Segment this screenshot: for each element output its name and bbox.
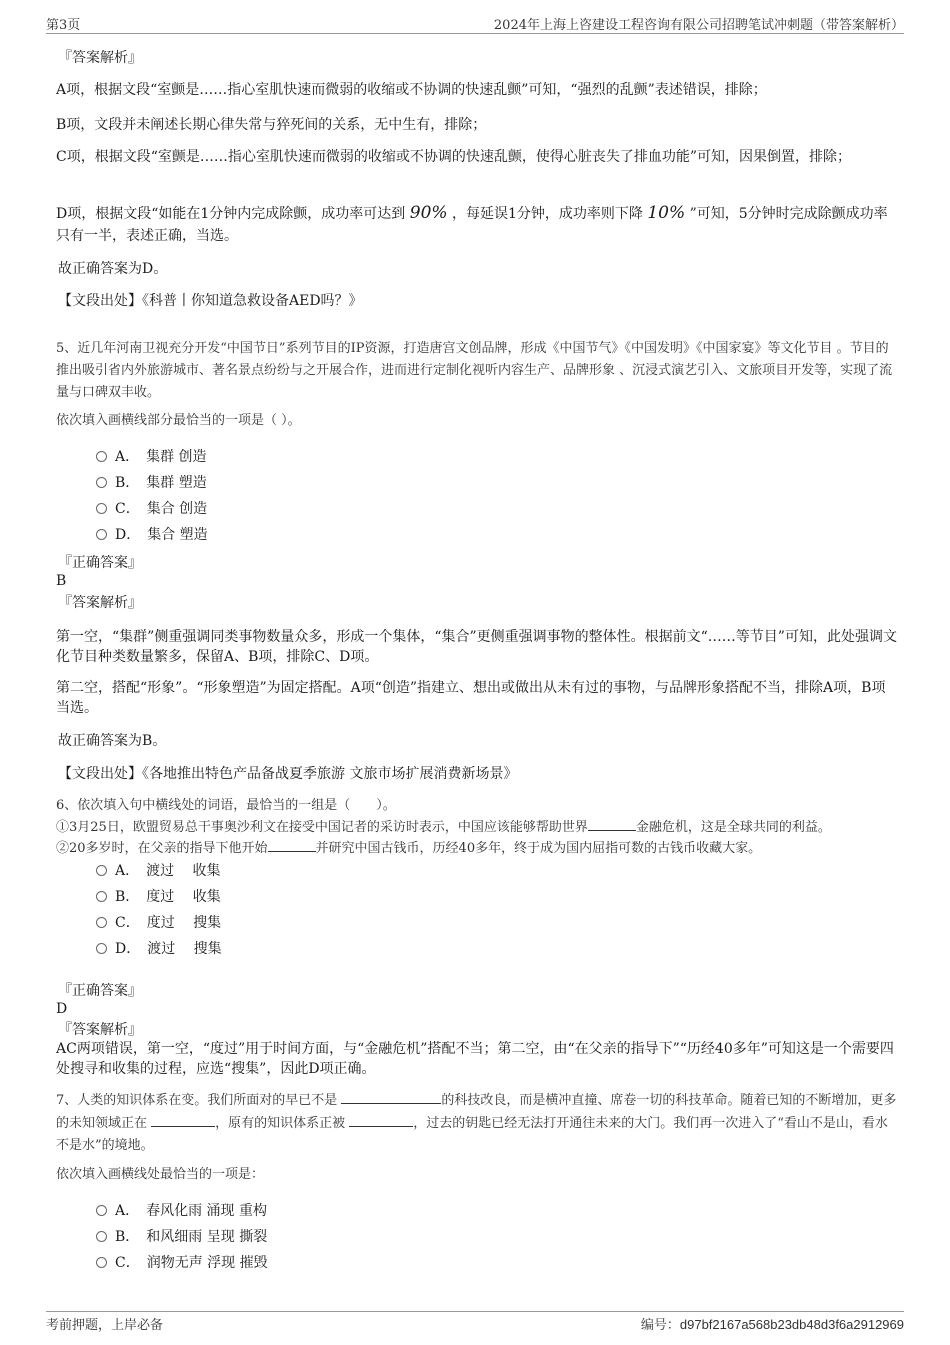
q4-analysis-c: C项，根据文段“室颤是……指心室肌快速而微弱的收缩或不协调的快速乱颤，使得心脏丧失了排血功能”可知，因果倒置，排除； <box>56 149 852 165</box>
q4-analysis-d: D项，根据文段“如能在1分钟内完成除颤，成功率可达到 90% ，每延误1分钟，成功率则下降 10% ”可知，5分钟时完成除颤成功率只有一半，表述正确，当选。 <box>56 203 888 244</box>
q7-option-a[interactable]: A． 春风化雨 涌现 重构 <box>96 1200 267 1222</box>
q4-analysis-a: A项，根据文段“室颤是……指心室肌快速而微弱的收缩或不协调的快速乱颤”可知，“强烈的乱颤”表述错误，排除； <box>56 82 767 98</box>
q5-option-b[interactable]: B． 集群 塑造 <box>96 472 207 494</box>
q5-analysis-label: 『答案解析』 <box>58 595 142 611</box>
math-90-percent: 90% <box>409 203 448 223</box>
footer-divider <box>46 1311 904 1312</box>
q5-option-c[interactable]: C． 集合 创造 <box>96 498 207 520</box>
q5-answer-label: 『正确答案』 <box>58 555 142 571</box>
blank-line <box>341 1089 441 1104</box>
radio-icon[interactable] <box>96 891 107 902</box>
q6-sentence-2: ②20多岁时，在父亲的指导下他开始 并研究中国古钱币，历经40多年，终于成为国内屈指可数的古钱币收藏大家。 <box>56 837 761 859</box>
q5-stem: 5、近几年河南卫视充分开发“中国节日”系列节目的IP资源，打造唐宫文创品牌，形成《中国节气》《中国发明》《中国家宴》等文化节目 。节目的推出吸引省内外旅游城市、著名景点纷纷与之开展合作，进而进行定制化视听内容生产、品牌形象 、沉浸式演艺引入、文旅项目开发等，实现了流量与口碑双丰收。 <box>56 341 893 400</box>
header-divider <box>46 33 904 34</box>
q5-source: 【文段出处】《各地推出特色产品备战夏季旅游 文旅市场扩展消费新场景》 <box>58 766 518 782</box>
q7-prompt: 依次填入画横线处最恰当的一项是： <box>56 1167 265 1182</box>
q4-source: 【文段出处】《科普丨你知道急救设备AED吗？》 <box>58 293 363 309</box>
q6-option-c[interactable]: C． 度过 搜集 <box>96 912 221 934</box>
blank-line <box>349 1112 413 1127</box>
q6-option-a[interactable]: A． 渡过 收集 <box>96 860 221 882</box>
q5-option-a[interactable]: A． 集群 创造 <box>96 446 207 468</box>
footer-slogan: 考前押题，上岸必备 <box>46 1318 164 1333</box>
q5-answer: B <box>56 573 67 589</box>
page-number: 第3页 <box>46 18 81 33</box>
q5-option-d[interactable]: D． 集合 塑造 <box>96 524 208 546</box>
q7-option-b[interactable]: B． 和风细雨 呈现 撕裂 <box>96 1226 267 1248</box>
q7-option-c[interactable]: C． 润物无声 浮现 摧毁 <box>96 1252 268 1274</box>
radio-icon[interactable] <box>96 1231 107 1242</box>
q4-conclusion: 故正确答案为D。 <box>58 261 168 277</box>
radio-icon[interactable] <box>96 865 107 876</box>
q5-analysis-1: 第一空，“集群”侧重强调同类事物数量众多，形成一个集体，“集合”更侧重强调事物的整体性。根据前文“……等节目”可知，此处强调文化节目种类数量繁多，保留A、B项，排除C、D项。 <box>56 629 897 665</box>
blank-line <box>268 837 316 852</box>
q6-analysis: AC两项错误，第一空，“度过”用于时间方面，与“金融危机”搭配不当；第二空，由“在父亲的指导下”“历经40多年”可知这是一个需要四处搜寻和收集的过程，应选“搜集”，因此D项正确。 <box>56 1041 894 1077</box>
radio-icon[interactable] <box>96 917 107 928</box>
radio-icon[interactable] <box>96 503 107 514</box>
document-code: 编号：d97bf2167a568b23db48d3f6a2912969 <box>640 1317 904 1333</box>
q6-option-b[interactable]: B． 度过 收集 <box>96 886 221 908</box>
blank-line <box>588 816 636 831</box>
q4-analysis-label: 『答案解析』 <box>58 50 142 66</box>
q6-analysis-label: 『答案解析』 <box>58 1022 142 1038</box>
document-title: 2024年上海上咨建设工程咨询有限公司招聘笔试冲刺题（带答案解析） <box>493 18 904 33</box>
radio-icon[interactable] <box>96 451 107 462</box>
radio-icon[interactable] <box>96 477 107 488</box>
q5-conclusion: 故正确答案为B。 <box>58 733 167 749</box>
q6-answer-label: 『正确答案』 <box>58 983 142 999</box>
blank-line <box>151 1112 215 1127</box>
math-10-percent: 10% <box>647 203 686 223</box>
radio-icon[interactable] <box>96 943 107 954</box>
radio-icon[interactable] <box>96 1257 107 1268</box>
q6-sentence-1: ①3月25日，欧盟贸易总干事奥沙利文在接受中国记者的采访时表示，中国应该能够帮助世界 金融危机，这是全球共同的利益。 <box>56 816 831 838</box>
q7-stem: 7、人类的知识体系在变。我们所面对的早已不是 的科技改良，而是横冲直撞、席卷一切的科技革命。随着已知的不断增加，更多的未知领域正在 ，原有的知识体系正被 ，过去的钥匙已经无法打开通往未来的大门。我们再一次进入了“看山不是山，看水不是水”的境地。 <box>56 1089 898 1157</box>
q4-analysis-b: B项，文段并未阐述长期心律失常与猝死间的关系，无中生有，排除； <box>56 117 487 133</box>
q5-analysis-2: 第二空，搭配“形象”。“形象塑造”为固定搭配。A项“创造”指建立、想出或做出从未有过的事物，与品牌形象搭配不当，排除A项，B项当选。 <box>56 680 886 716</box>
q5-prompt: 依次填入画横线部分最恰当的一项是（ ）。 <box>56 413 301 428</box>
radio-icon[interactable] <box>96 1205 107 1216</box>
radio-icon[interactable] <box>96 529 107 540</box>
q6-answer: D <box>56 1001 68 1017</box>
q6-stem: 6、依次填入句中横线处的词语，最恰当的一组是（ ）。 <box>56 798 396 813</box>
q6-option-d[interactable]: D． 渡过 搜集 <box>96 938 222 960</box>
